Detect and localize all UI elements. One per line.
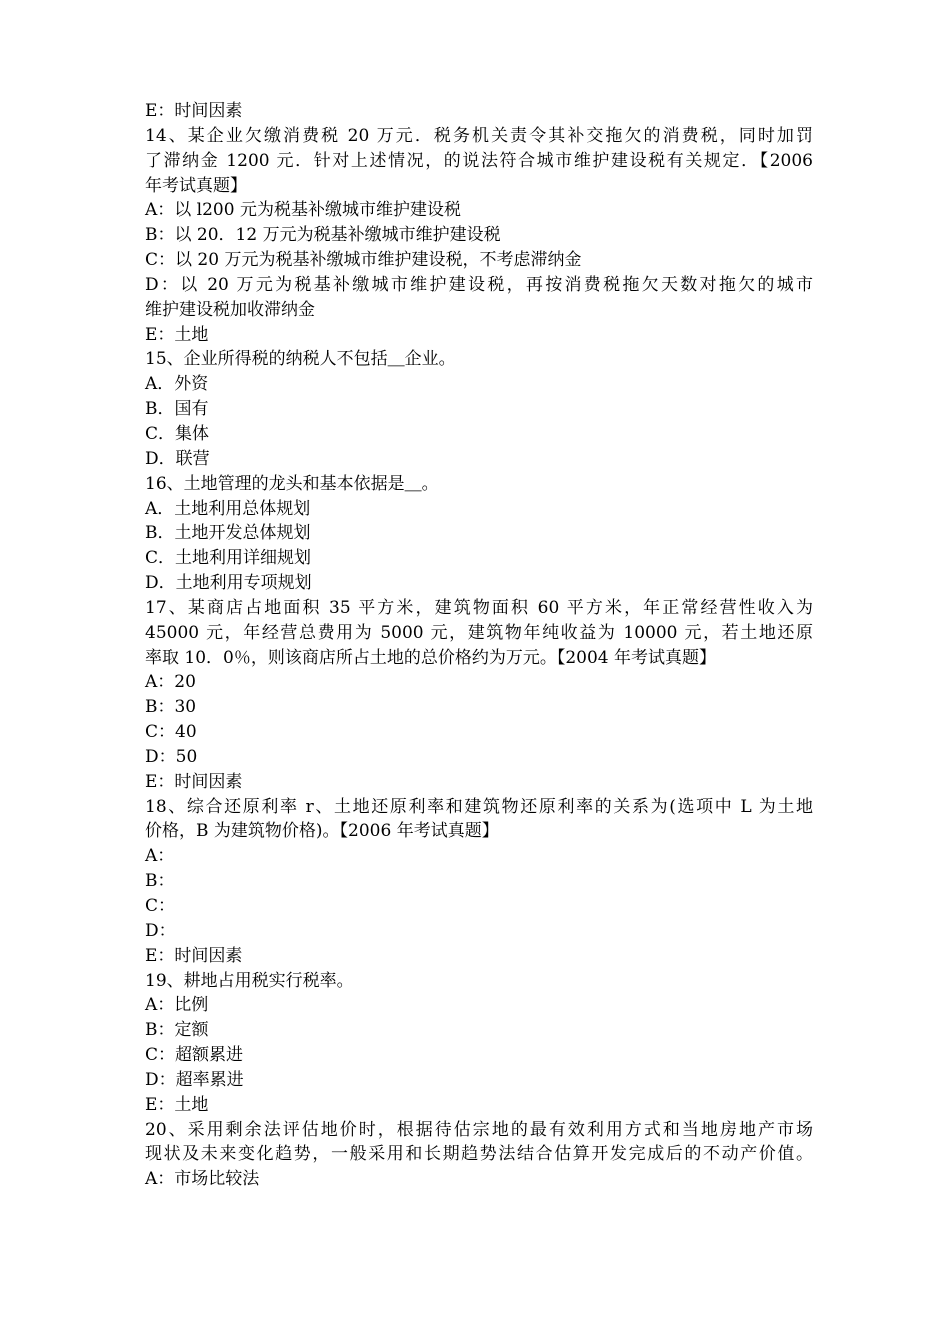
text-line: B： — [145, 871, 175, 892]
text-line: 现状及未来变化趋势，一般采用和长期趋势法结合估算开发完成后的不动产价值。 — [145, 1144, 813, 1165]
text-line: D：超率累进 — [145, 1069, 244, 1090]
text-line: A：以 l200 元为税基补缴城市维护建设税 — [145, 200, 461, 221]
text-line: E：时间因素 — [145, 101, 243, 121]
text-line: 18、综合还原利率 r、土地还原利率和建筑物还原利率的关系为(选项中 L 为土地 — [145, 796, 813, 817]
text-line: C．土地利用详细规划 — [145, 548, 312, 569]
text-line: D．联营 — [145, 448, 210, 469]
text-line: 价格，B 为建筑物价格)。【2006 年考试真题】 — [145, 821, 499, 842]
text-line: C：40 — [145, 722, 197, 743]
text-line: 20、采用剩余法评估地价时，根据待估宗地的最有效利用方式和当地房地产市场 — [145, 1119, 813, 1140]
text-line: 维护建设税加收滞纳金 — [145, 299, 315, 320]
text-line: 了滞纳金 1200 元．针对上述情况，的说法符合城市维护建设税有关规定．【2006 — [145, 150, 813, 171]
text-line: C：以 20 万元为税基补缴城市维护建设税，不考虑滞纳金 — [145, 250, 582, 271]
text-line: A： — [145, 846, 175, 867]
text-line: D：50 — [145, 746, 198, 767]
text-line: 14、某企业欠缴消费税 20 万元．税务机关责令其补交拖欠的消费税，同时加罚 — [145, 125, 813, 146]
text-line: C： — [145, 896, 176, 916]
text-line: B：以 20．12 万元为税基补缴城市维护建设税 — [145, 225, 501, 246]
text-line: B．土地开发总体规划 — [145, 523, 311, 544]
text-line: 15、企业所得税的纳税人不包括＿企业。 — [145, 349, 456, 370]
text-line: B：30 — [145, 697, 197, 718]
text-line: D．土地利用专项规划 — [145, 573, 312, 594]
text-line: E：土地 — [145, 1094, 209, 1115]
text-line: 年考试真题】 — [145, 175, 247, 196]
document-page — [145, 99, 813, 1192]
text-line: E：土地 — [145, 324, 209, 345]
text-line: A：20 — [145, 672, 196, 693]
text-line: D： — [145, 920, 176, 941]
text-line: 17、某商店占地面积 35 平方米，建筑物面积 60 平方米，年正常经营性收入为 — [145, 597, 813, 618]
text-line: 19、耕地占用税实行税率。 — [145, 970, 354, 991]
text-line: C．集体 — [145, 423, 210, 444]
text-line: 45000 元，年经营总费用为 5000 元，建筑物年纯收益为 10000 元，若土地还原 — [145, 622, 813, 643]
text-line: A：市场比较法 — [145, 1169, 260, 1190]
text-line: A：比例 — [145, 995, 209, 1016]
text-line: E：时间因素 — [145, 945, 243, 966]
text-line: B．国有 — [145, 399, 209, 420]
text-line: B：定额 — [145, 1020, 209, 1041]
text-line: A．土地利用总体规划 — [145, 498, 311, 519]
text-line: E：时间因素 — [145, 771, 243, 792]
text-line: A．外资 — [145, 374, 209, 395]
text-line: 率取 10．0％，则该商店所占土地的总价格约为万元。【2004 年考试真题】 — [145, 647, 717, 668]
text-line: C：超额累进 — [145, 1045, 244, 1066]
text-line: D：以 20 万元为税基补缴城市维护建设税，再按消费税拖欠天数对拖欠的城市 — [145, 274, 813, 295]
text-line: 16、土地管理的龙头和基本依据是＿。 — [145, 473, 439, 494]
